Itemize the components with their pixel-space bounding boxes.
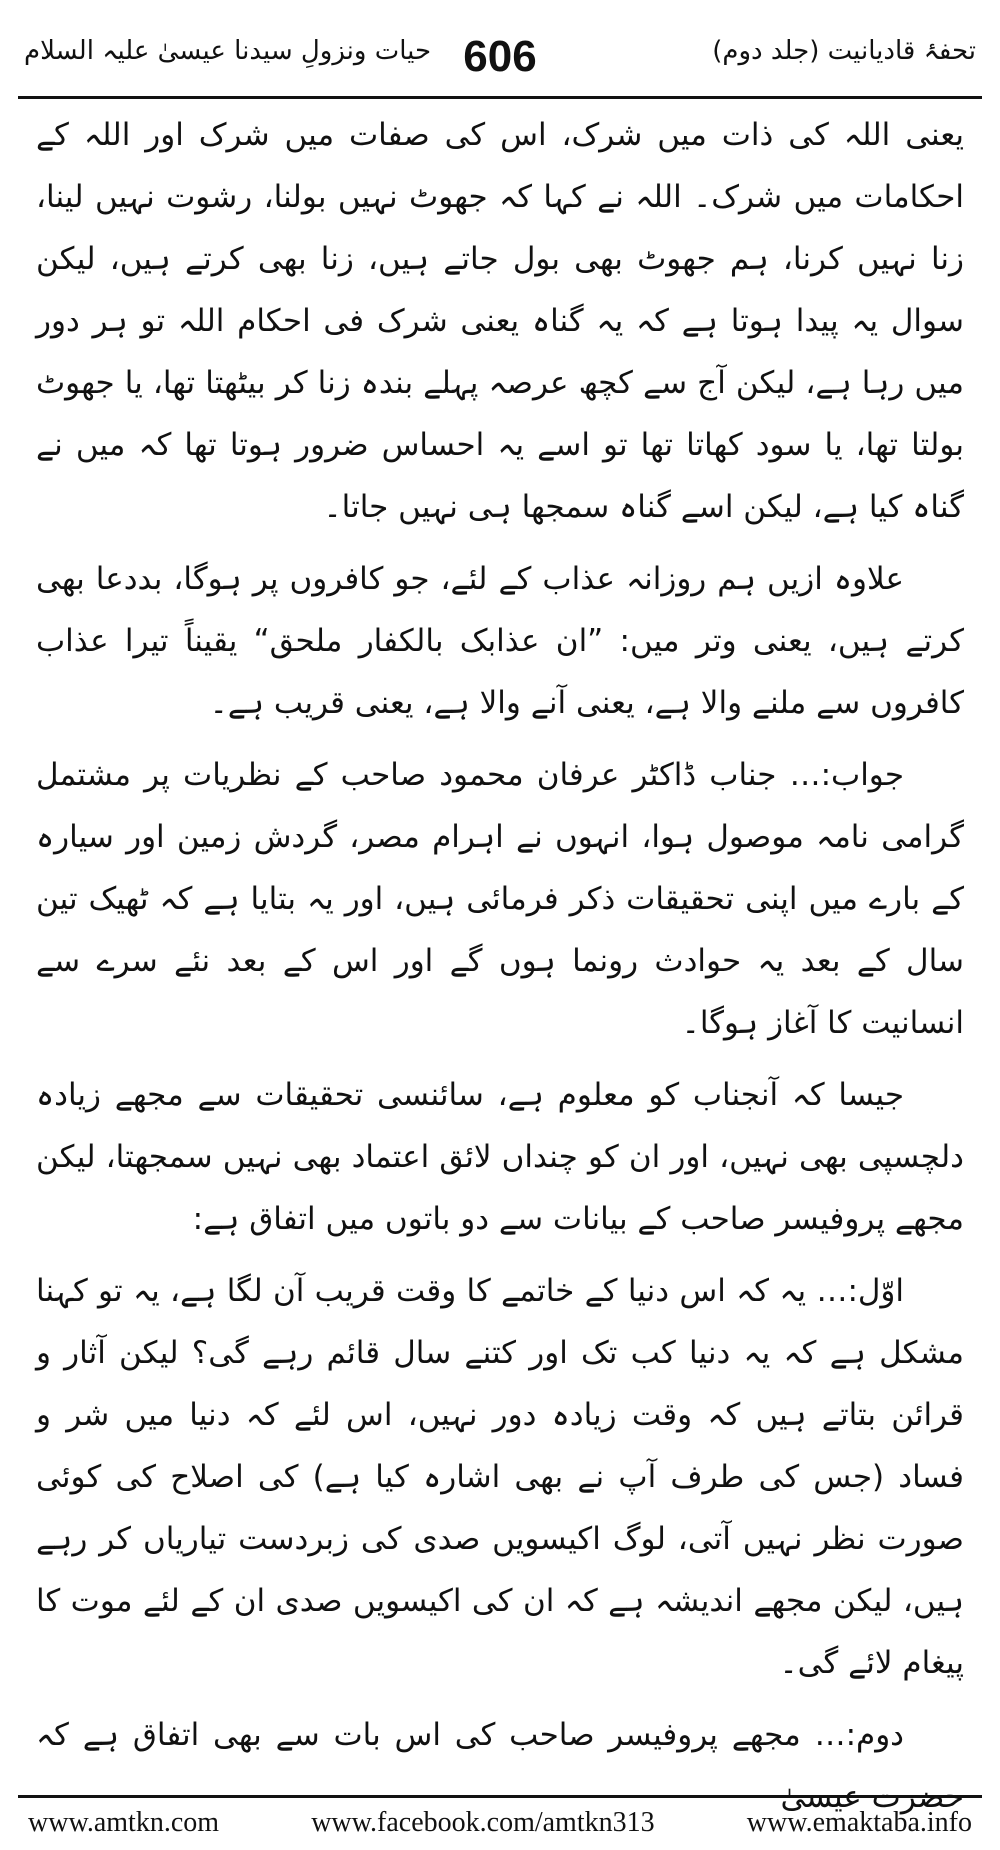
- page-footer: [28, 1803, 972, 1843]
- footer-divider: [18, 1795, 982, 1798]
- footer-link-amtkn[interactable]: www.amtkn.com: [28, 1807, 220, 1838]
- paragraph-4: جیسا کہ آنجناب کو معلوم ہے، سائنسی تحقیقات سے مجھے زیادہ دلچسپی بھی نہیں، اور ان کو چنداں لائق اعتماد بھی نہیں سمجھتا، لیکن مجھے پروفیسر صاحب کے بیانات سے دو باتوں میں اتفاق ہے:: [36, 1077, 964, 1237]
- paragraph-first-point: اوّل:… یہ کہ اس دنیا کے خاتمے کا وقت قریب آن لگا ہے، یہ تو کہنا مشکل ہے کہ یہ دنیا کب تک اور کتنے سال قائم رہے گی؟ لیکن آثار و قرائن بتاتے ہیں کہ وقت زیادہ دور نہیں، اس لئے کہ دنیا میں شر و فساد (جس کی طرف آپ نے بھی اشارہ کیا ہے) کی اصلاح کی کوئی صورت نظر نہیں آتی، لوگ اکیسویں صدی کی زبردست تیاریاں کر رہے ہیں، لیکن مجھے اندیشہ ہے کہ ان کی اکیسویں صدی ان کے لئے موت کا پیغام لائے گی۔: [36, 1273, 964, 1681]
- page-body: [36, 104, 964, 1838]
- footer-link-emaktaba[interactable]: www.emaktaba.info: [746, 1807, 972, 1838]
- header-divider: [18, 96, 982, 99]
- paragraph-2: علاوہ ازیں ہم روزانہ عذاب کے لئے، جو کافروں پر ہوگا، بددعا بھی کرتے ہیں، یعنی وتر میں: ”ان عذابک بالکفار ملحق“ یقیناً تیرا عذاب کافروں سے ملنے والا ہے، یعنی آنے والا ہے، یعنی قریب ہے۔: [36, 561, 964, 721]
- footer-link-facebook[interactable]: www.facebook.com/amtkn313: [311, 1807, 655, 1838]
- paragraph-1: یعنی اللہ کی ذات میں شرک، اس کی صفات میں شرک اور اللہ کے احکامات میں شرک۔ اللہ نے کہا کہ جھوٹ نہیں بولنا، رشوت نہیں لینا، زنا نہیں کرنا، ہم جھوٹ بھی بول جاتے ہیں، زنا بھی کرتے ہیں، لیکن سوال یہ پیدا ہوتا ہے کہ یہ گناہ یعنی شرک فی احکام اللہ تو ہر دور میں رہا ہے، لیکن آج سے کچھ عرصہ پہلے بندہ زنا کر بیٹھتا تھا، یا جھوٹ بولتا تھا، یا سود کھاتا تھا تو اسے یہ احساس ضرور ہوتا تھا کہ میں نے گناہ کیا ہے، لیکن اسے گناہ سمجھا ہی نہیں جاتا۔: [36, 117, 964, 525]
- paragraph-second-point: دوم:… مجھے پروفیسر صاحب کی اس بات سے بھی اتفاق ہے کہ حضرت عیسیٰ: [36, 1717, 964, 1815]
- page-header: [18, 18, 982, 88]
- chapter-title: حیات ونزولِ سیدنا عیسیٰ علیہ السلام: [24, 36, 432, 66]
- page-number: 606: [463, 32, 537, 81]
- paragraph-answer: جواب:… جناب ڈاکٹر عرفان محمود صاحب کے نظریات پر مشتمل گرامی نامہ موصول ہوا، انہوں نے اہرام مصر، گردش زمین اور سیارہ کے بارے میں اپنی تحقیقات ذکر فرمائی ہیں، اور یہ بتایا ہے کہ ٹھیک تین سال کے بعد یہ حوادث رونما ہوں گے اور اس کے بعد نئے سرے سے انسانیت کا آغاز ہوگا۔: [36, 757, 964, 1041]
- book-title: تحفۂ قادیانیت (جلد دوم): [712, 36, 976, 66]
